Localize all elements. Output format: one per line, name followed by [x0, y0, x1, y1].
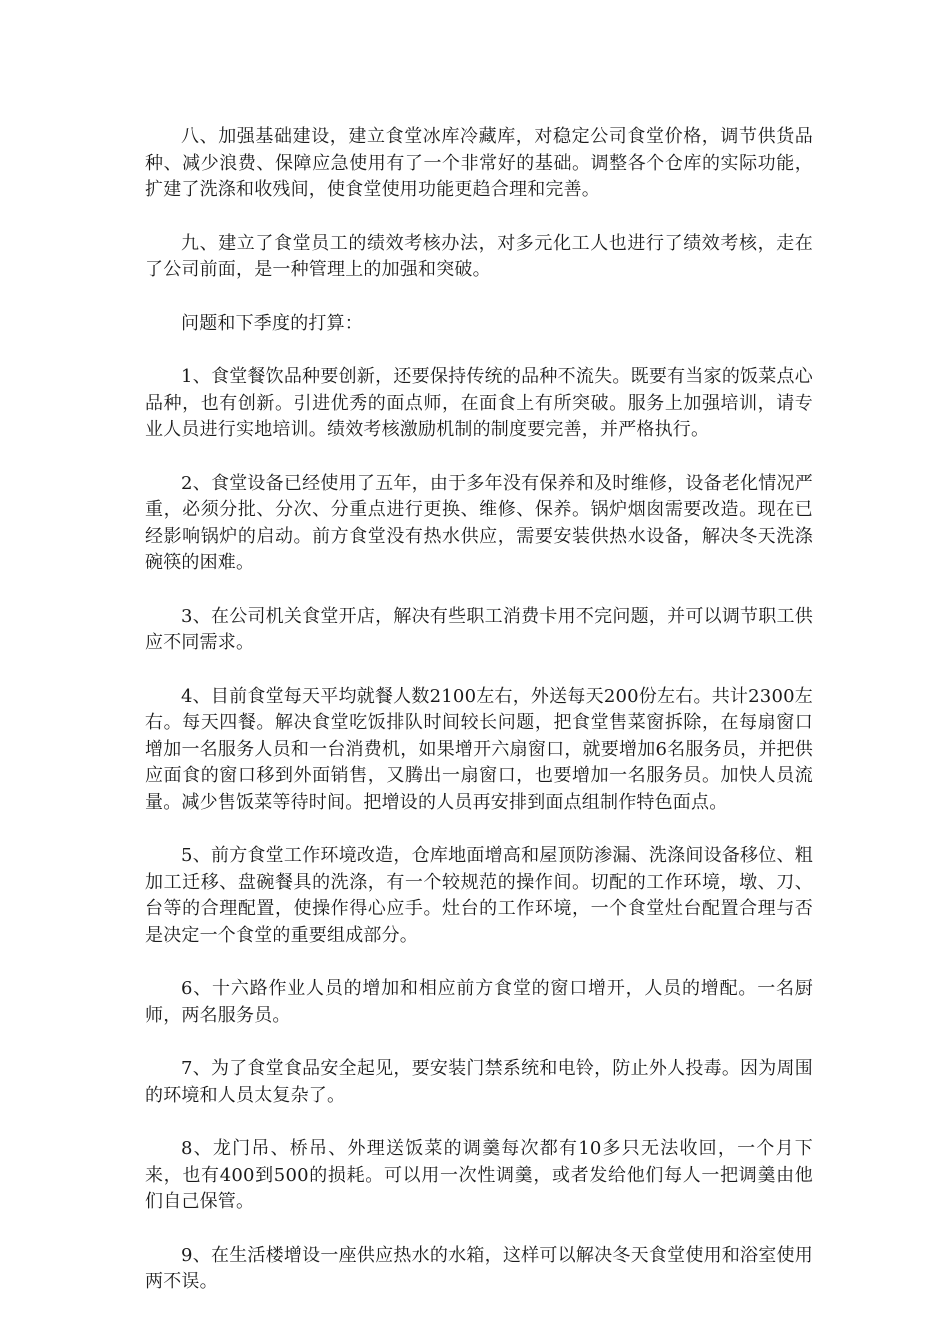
plan-item-9: 9、在生活楼增设一座供应热水的水箱，这样可以解决冬天食堂使用和浴室使用两不误。	[145, 1244, 813, 1292]
document-body	[145, 124, 813, 1323]
plan-item-6: 6、十六路作业人员的增加和相应前方食堂的窗口增开，人员的增配。一名厨师，两名服务员。	[145, 978, 813, 1026]
plan-item-7: 7、为了食堂食品安全起见，要安装门禁系统和电铃，防止外人投毒。因为周围的环境和人员太复杂了。	[145, 1058, 813, 1106]
plan-item-1: 1、食堂餐饮品种要创新，还要保持传统的品种不流失。既要有当家的饭菜点心品种，也有创新。引进优秀的面点师，在面食上有所突破。服务上加强培训，请专业人员进行实地培训。绩效考核激励机制的制度要完善，并严格执行。	[145, 366, 813, 440]
section-heading-plans: 问题和下季度的打算：	[181, 312, 363, 334]
paragraph-8-infrastructure: 八、加强基础建设，建立食堂冰库冷藏库，对稳定公司食堂价格，调节供货品种、减少浪费、保障应急使用有了一个非常好的基础。调整各个仓库的实际功能，扩建了洗涤和收残间，使食堂使用功能更趋合理和完善。	[145, 126, 813, 200]
plan-item-4: 4、目前食堂每天平均就餐人数2100左右，外送每天200份左右。共计2300左右。每天四餐。解决食堂吃饭排队时间较长问题，把食堂售菜窗拆除，在每扇窗口增加一名服务人员和一台消费机，如果增开六扇窗口，就要增加6名服务员，并把供应面食的窗口移到外面销售，又腾出一扇窗口，也要增加一名服务员。加快人员流量。减少售饭菜等待时间。把增设的人员再安排到面点组制作特色面点。	[145, 685, 813, 813]
paragraph-9-performance: 九、建立了食堂员工的绩效考核办法，对多元化工人也进行了绩效考核，走在了公司前面，是一种管理上的加强和突破。	[145, 232, 813, 280]
plan-item-3: 3、在公司机关食堂开店，解决有些职工消费卡用不完问题，并可以调节职工供应不同需求。	[145, 605, 813, 653]
plan-item-5: 5、前方食堂工作环境改造，仓库地面增高和屋顶防渗漏、洗涤间设备移位、粗加工迁移、盘碗餐具的洗涤，有一个较规范的操作间。切配的工作环境，墩、刀、台等的合理配置，使操作得心应手。灶台的工作环境，一个食堂灶台配置合理与否是决定一个食堂的重要组成部分。	[145, 845, 813, 946]
plan-item-2: 2、食堂设备已经使用了五年，由于多年没有保养和及时维修，设备老化情况严重，必须分批、分次、分重点进行更换、维修、保养。锅炉烟囱需要改造。现在已经影响锅炉的启动。前方食堂没有热水供应，需要安装供热水设备，解决冬天洗涤碗筷的困难。	[145, 472, 813, 573]
plan-item-8: 8、龙门吊、桥吊、外理送饭菜的调羹每次都有10多只无法收回，一个月下来，也有400到500的损耗。可以用一次性调羹，或者发给他们每人一把调羹由他们自己保管。	[145, 1138, 813, 1212]
